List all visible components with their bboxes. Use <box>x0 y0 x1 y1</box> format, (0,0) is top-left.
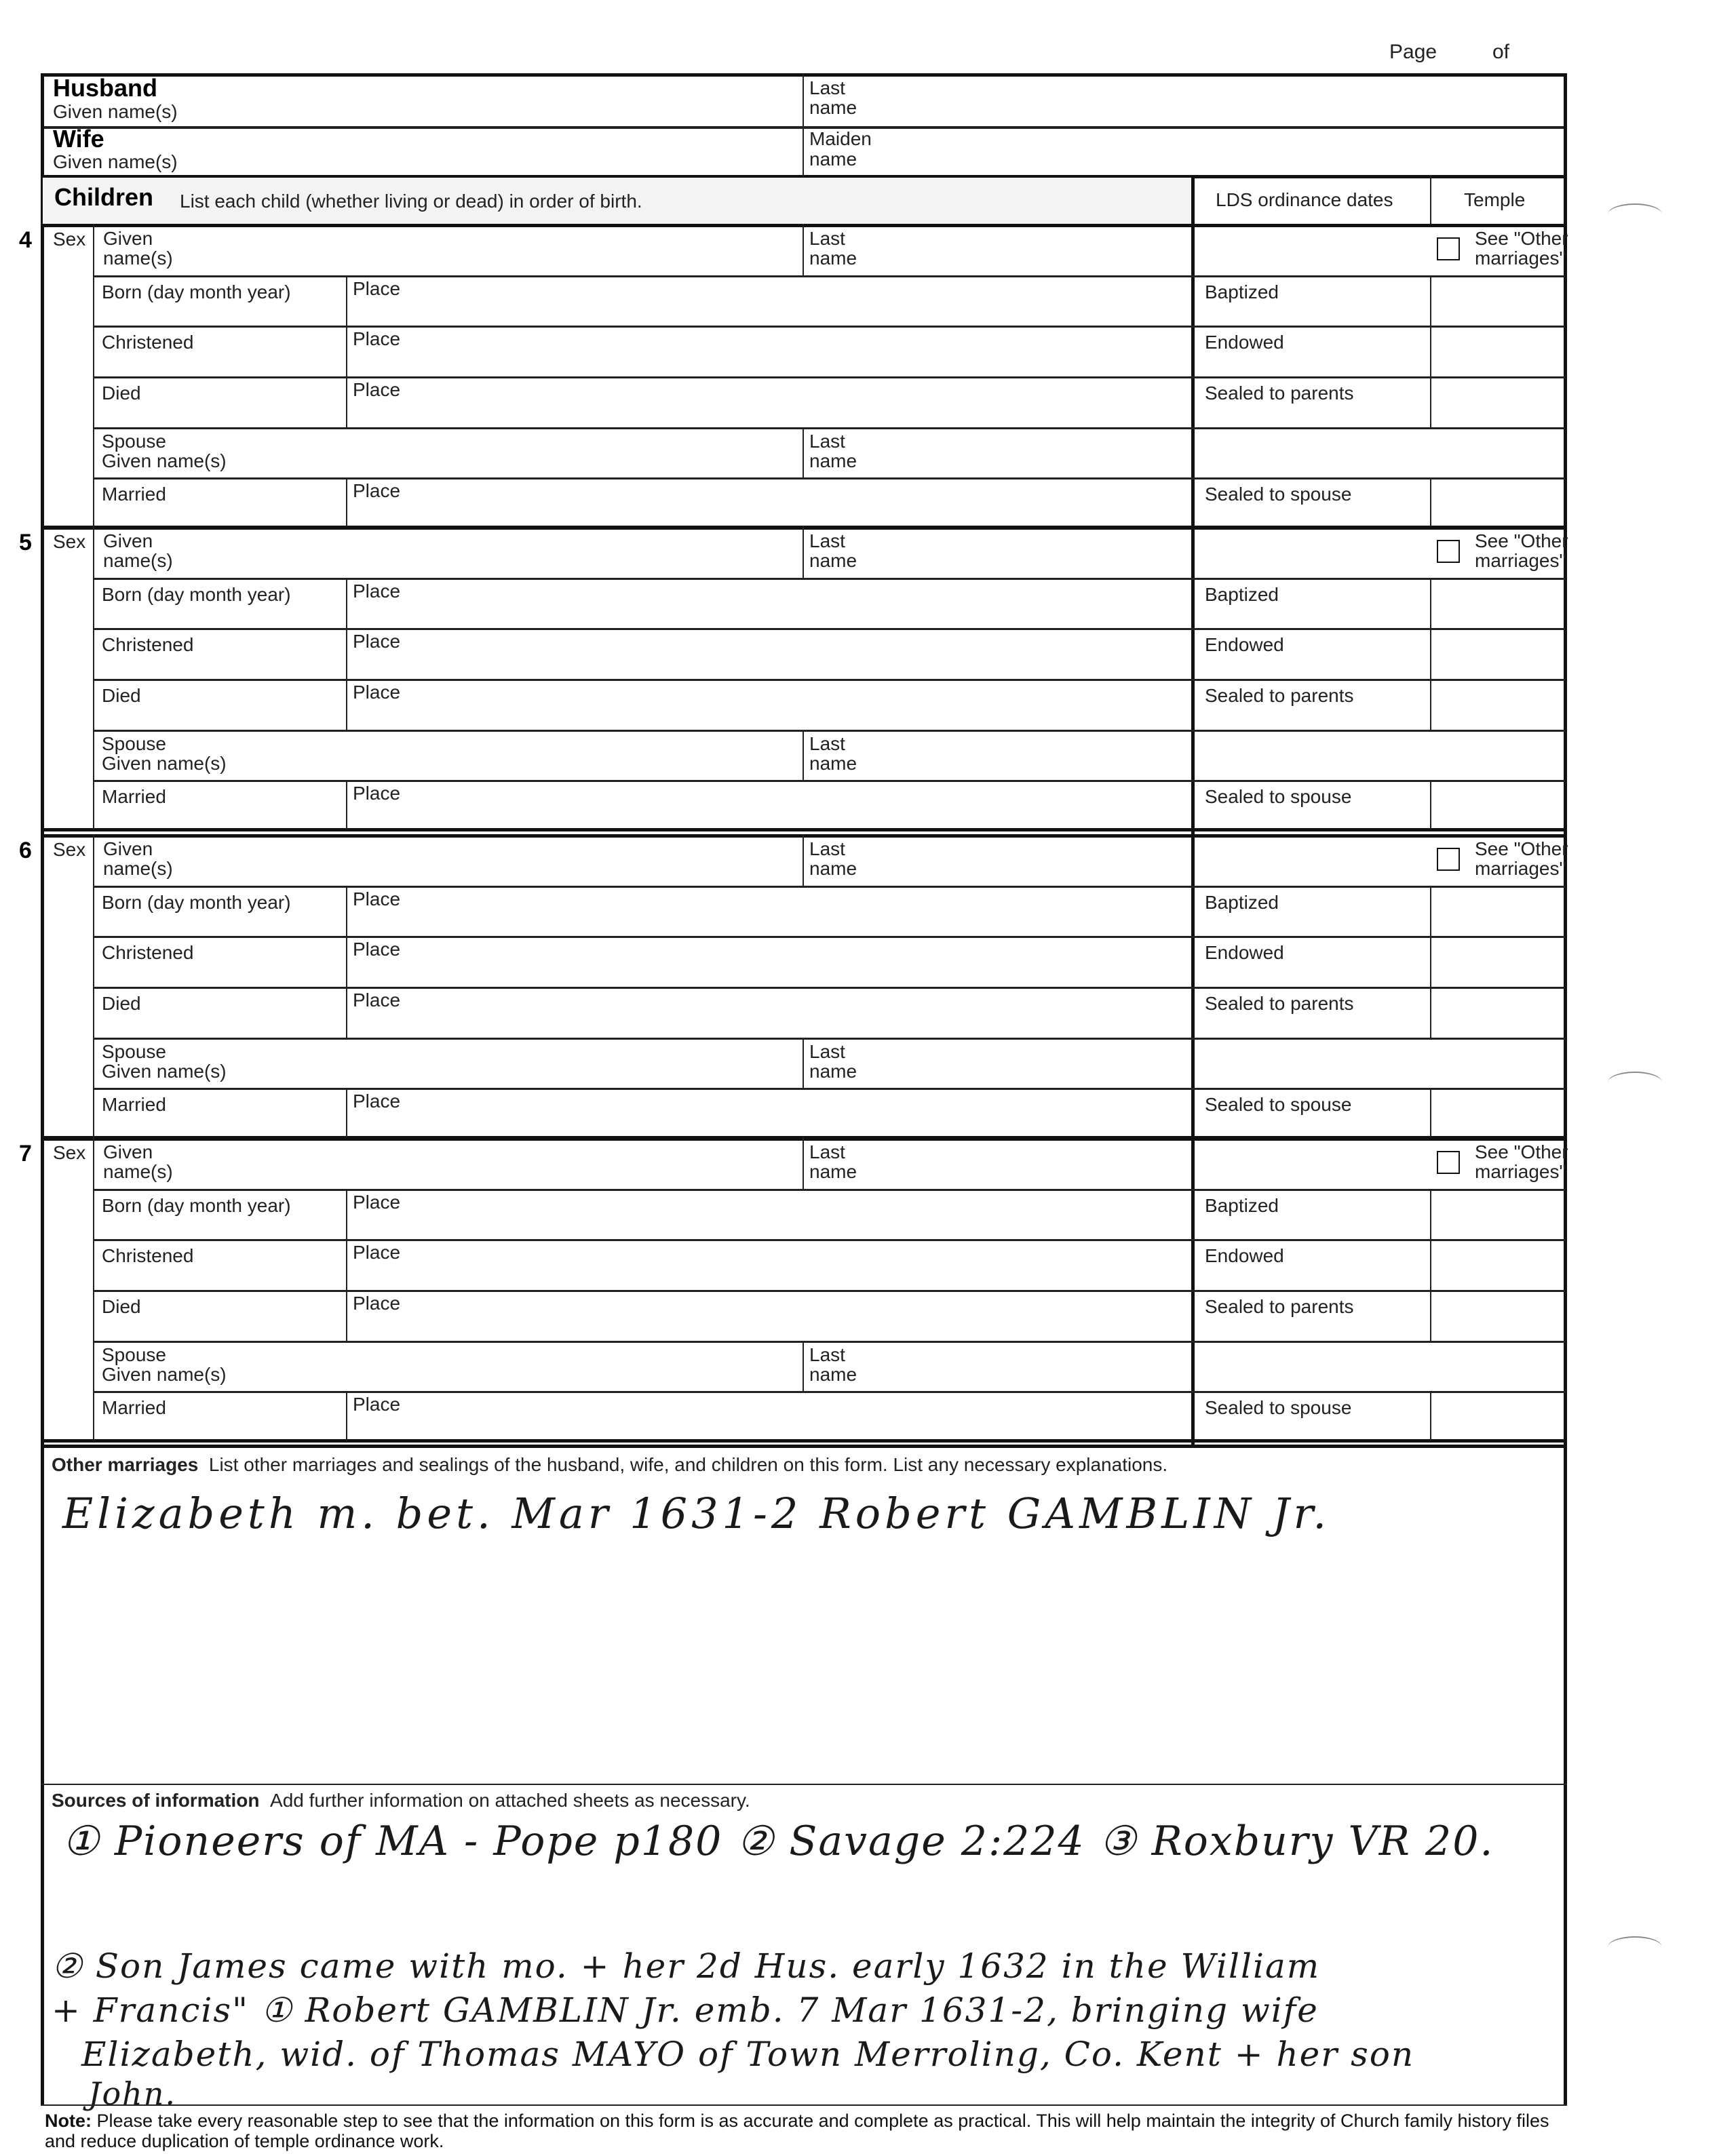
christened-label: Christened <box>102 634 194 655</box>
child-block-bottom-border <box>41 828 1567 831</box>
christened-label: Christened <box>102 332 194 353</box>
place-label: Place <box>353 888 401 909</box>
child-block-top-border <box>41 1137 1567 1141</box>
other-marriages-title: Other marriages <box>52 1454 199 1475</box>
wife-given-label: Given name(s) <box>53 151 178 172</box>
sealed-spouse-label: Sealed to spouse <box>1205 484 1352 505</box>
spouse-last-label: Last <box>809 1344 845 1365</box>
temple-divider <box>1430 578 1431 628</box>
sources-line-5: John. <box>88 2075 177 2112</box>
place-label: Place <box>353 328 401 349</box>
born-label: Born (day month year) <box>102 281 291 302</box>
children-instruction: List each child (whether living or dead) in order of birth. <box>180 191 642 212</box>
born-label: Born (day month year) <box>102 892 291 913</box>
sealed_parents-label: Sealed to parents <box>1205 1296 1354 1317</box>
spouse-row-top <box>93 730 1565 732</box>
place-label: Place <box>353 989 401 1011</box>
spouse-last-label-2: name <box>809 1061 857 1082</box>
row-divider <box>93 987 1565 989</box>
sealed-spouse-label: Sealed to spouse <box>1205 1094 1352 1115</box>
see-other-label-2: marriages" <box>1475 1161 1566 1182</box>
child-block-bottom-border <box>41 1439 1567 1443</box>
sources-title: Sources of information <box>52 1790 260 1811</box>
died-label: Died <box>102 383 141 404</box>
spouse-last-label: Last <box>809 733 845 754</box>
spouse-label: Spouse <box>102 1344 166 1365</box>
sealed_parents-label: Sealed to parents <box>1205 993 1354 1014</box>
sealed_parents-label: Sealed to parents <box>1205 685 1354 706</box>
see-other-label: See "Other <box>1475 228 1568 249</box>
place-divider <box>346 326 347 376</box>
place-divider <box>346 936 347 987</box>
spouse-row-top <box>93 427 1565 429</box>
spouse-last-label-2: name <box>809 753 857 774</box>
place-label: Place <box>353 783 401 804</box>
child-last-label: Last <box>809 228 845 249</box>
see-other-marriages-checkbox <box>1437 848 1460 871</box>
sources-line-4: Elizabeth, wid. of Thomas MAYO of Town Merroling, Co. Kent + her son <box>81 2035 1415 2074</box>
child-last-label-2: name <box>809 248 857 269</box>
spouse-label: Spouse <box>102 1041 166 1062</box>
spouse-name-divider <box>803 427 804 477</box>
sources-line-3: + Francis" ① Robert GAMBLIN Jr. emb. 7 Mar 1631-2, bringing wife <box>52 1991 1319 2030</box>
temple-divider <box>1430 1290 1431 1341</box>
see-other-label: See "Other <box>1475 838 1568 859</box>
married-label: Married <box>102 786 166 807</box>
temple-divider <box>1430 477 1431 527</box>
row-divider <box>93 275 1565 277</box>
temple-divider <box>1430 628 1431 679</box>
place-divider <box>346 1189 347 1239</box>
temple-divider <box>1430 936 1431 987</box>
child-given-label-2: name(s) <box>103 1161 173 1182</box>
spouse-row-top <box>93 1038 1565 1040</box>
place-label: Place <box>353 480 401 501</box>
place-divider <box>346 679 347 730</box>
row-divider <box>93 886 1565 888</box>
place-divider <box>346 477 347 527</box>
punch-hole-mark <box>1608 1936 1662 1958</box>
child-number: 7 <box>19 1141 32 1167</box>
married-row-top <box>93 780 1565 782</box>
see-other-label-2: marriages" <box>1475 550 1566 571</box>
row-divider <box>93 1189 1565 1191</box>
spouse-given-label: Given name(s) <box>102 1364 227 1385</box>
see-other-label: See "Other <box>1475 530 1568 551</box>
died-label: Died <box>102 1296 141 1317</box>
spouse-row-top <box>93 1341 1565 1343</box>
row-divider <box>93 1239 1565 1241</box>
husband-title: Husband <box>53 74 158 102</box>
spouse-given-label: Given name(s) <box>102 450 227 471</box>
spouse-given-label: Given name(s) <box>102 1061 227 1082</box>
name-divider <box>803 834 804 886</box>
child-last-label-2: name <box>809 1161 857 1182</box>
sex-column-divider <box>93 224 94 527</box>
child-number: 4 <box>19 227 32 253</box>
endowed-label: Endowed <box>1205 1245 1284 1266</box>
married-row-top <box>93 1088 1565 1090</box>
row-divider <box>93 376 1565 378</box>
died-label: Died <box>102 685 141 706</box>
husband-given-label: Given name(s) <box>53 101 178 122</box>
name-divider <box>803 526 804 578</box>
place-label: Place <box>353 379 401 400</box>
temple-divider <box>1430 987 1431 1038</box>
page-label: Page <box>1389 41 1437 63</box>
husband-last-label: Last <box>809 77 845 98</box>
temple-divider <box>1430 679 1431 730</box>
place-label: Place <box>353 1242 401 1263</box>
punch-hole-mark <box>1608 1072 1662 1093</box>
died-label: Died <box>102 993 141 1014</box>
sources-instruction: Add further information on attached sheets as necessary. <box>270 1790 750 1811</box>
wife-maiden-label: Maiden <box>809 128 872 149</box>
spouse-last-label: Last <box>809 431 845 452</box>
place-divider <box>346 780 347 829</box>
other-marriages-instruction: List other marriages and sealings of the husband, wife, and children on this form. List any necessary explanations. <box>208 1454 1168 1475</box>
child-given-label: Given <box>103 530 153 551</box>
name-divider <box>803 1137 804 1189</box>
child-given-label: Given <box>103 228 153 249</box>
see-other-label-2: marriages" <box>1475 248 1566 269</box>
born-label: Born (day month year) <box>102 584 291 605</box>
row-divider <box>93 326 1565 328</box>
note-text: Please take every reasonable step to see that the information on this form is as accurate and complete as practical. This will help maintain the integrity of Church family history files and reduce duplication of temple ordinance work. <box>45 2111 1549 2151</box>
temple-divider <box>1430 376 1431 427</box>
place-label: Place <box>353 682 401 703</box>
temple-divider <box>1430 275 1431 326</box>
spouse-last-label-2: name <box>809 450 857 471</box>
row-divider <box>93 936 1565 938</box>
temple-divider <box>1430 780 1431 829</box>
sources-line-1: ① Pioneers of MA - Pope p180 ② Savage 2:224 ③ Roxbury VR 20. <box>62 1818 1494 1865</box>
endowed-label: Endowed <box>1205 634 1284 655</box>
sources-line-2: ② Son James came with mo. + her 2d Hus. early 1632 in the William <box>52 1946 1321 1986</box>
temple-label: Temple <box>1464 189 1526 210</box>
wife-title: Wife <box>53 125 104 153</box>
spouse-name-divider <box>803 1341 804 1391</box>
row-divider <box>93 1290 1565 1292</box>
spouse-given-label: Given name(s) <box>102 753 227 774</box>
row-divider <box>93 679 1565 681</box>
row-divider <box>93 628 1565 630</box>
see-other-label-2: marriages" <box>1475 858 1566 879</box>
child-given-label-2: name(s) <box>103 550 173 571</box>
married-label: Married <box>102 484 166 505</box>
temple-divider <box>1430 1391 1431 1440</box>
baptized-label: Baptized <box>1205 1195 1279 1216</box>
christened-label: Christened <box>102 942 194 963</box>
place-label: Place <box>353 1192 401 1213</box>
baptized-label: Baptized <box>1205 892 1279 913</box>
married-row-top <box>93 1391 1565 1393</box>
baptized-label: Baptized <box>1205 584 1279 605</box>
child-last-label-2: name <box>809 550 857 571</box>
place-label: Place <box>353 939 401 960</box>
see-other-marriages-checkbox <box>1437 237 1460 260</box>
see-other-marriages-checkbox <box>1437 1151 1460 1174</box>
place-divider <box>346 886 347 936</box>
child-given-label: Given <box>103 838 153 859</box>
spouse-label: Spouse <box>102 431 166 452</box>
child-block-top-border <box>41 834 1567 838</box>
place-divider <box>346 275 347 326</box>
spouse-last-label-2: name <box>809 1364 857 1385</box>
endowed-label: Endowed <box>1205 942 1284 963</box>
husband-last-label-2: name <box>809 97 857 118</box>
sex-label: Sex <box>53 839 86 860</box>
place-divider <box>346 376 347 427</box>
of-label: of <box>1492 41 1510 63</box>
married-label: Married <box>102 1094 166 1115</box>
other-marriages-handwritten: Elizabeth m. bet. Mar 1631-2 Robert GAMBLIN Jr. <box>62 1489 1331 1538</box>
place-divider <box>346 628 347 679</box>
place-label: Place <box>353 631 401 652</box>
temple-divider <box>1430 326 1431 376</box>
place-divider <box>346 1088 347 1137</box>
child-last-label: Last <box>809 1141 845 1162</box>
place-divider <box>346 987 347 1038</box>
child-number: 6 <box>19 838 32 863</box>
lds-ordinance-label: LDS ordinance dates <box>1216 189 1393 210</box>
married-label: Married <box>102 1397 166 1418</box>
sealed-spouse-label: Sealed to spouse <box>1205 786 1352 807</box>
see-other-marriages-checkbox <box>1437 540 1460 563</box>
sex-column-divider <box>93 1137 94 1440</box>
spouse-last-label: Last <box>809 1041 845 1062</box>
child-given-label-2: name(s) <box>103 248 173 269</box>
place-label: Place <box>353 1394 401 1415</box>
christened-label: Christened <box>102 1245 194 1266</box>
place-label: Place <box>353 1293 401 1314</box>
child-last-label: Last <box>809 530 845 551</box>
child-last-label: Last <box>809 838 845 859</box>
place-divider <box>346 1239 347 1290</box>
child-block-top-border <box>41 224 1567 227</box>
sealed_parents-label: Sealed to parents <box>1205 383 1354 404</box>
sex-label: Sex <box>53 1142 86 1163</box>
note-label: Note: <box>45 2111 92 2131</box>
place-divider <box>346 1391 347 1440</box>
sex-label: Sex <box>53 531 86 552</box>
place-label: Place <box>353 581 401 602</box>
temple-divider <box>1430 1189 1431 1239</box>
born-label: Born (day month year) <box>102 1195 291 1216</box>
temple-divider <box>1430 1239 1431 1290</box>
baptized-label: Baptized <box>1205 281 1279 302</box>
endowed-label: Endowed <box>1205 332 1284 353</box>
children-title: Children <box>54 183 154 211</box>
spouse-label: Spouse <box>102 733 166 754</box>
sex-label: Sex <box>53 229 86 250</box>
place-label: Place <box>353 1091 401 1112</box>
wife-maiden-label-2: name <box>809 149 857 170</box>
spouse-name-divider <box>803 730 804 780</box>
temple-divider <box>1430 1088 1431 1137</box>
married-row-top <box>93 477 1565 479</box>
punch-hole-mark <box>1608 203 1662 225</box>
temple-divider <box>1430 886 1431 936</box>
child-block-top-border <box>41 526 1567 530</box>
sealed-spouse-label: Sealed to spouse <box>1205 1397 1352 1418</box>
see-other-label: See "Other <box>1475 1141 1568 1162</box>
name-divider <box>803 224 804 275</box>
sex-column-divider <box>93 526 94 829</box>
row-divider <box>93 578 1565 580</box>
spouse-name-divider <box>803 1038 804 1088</box>
place-divider <box>346 578 347 628</box>
child-last-label-2: name <box>809 858 857 879</box>
sex-column-divider <box>93 834 94 1137</box>
place-label: Place <box>353 278 401 299</box>
child-number: 5 <box>19 530 32 555</box>
place-divider <box>346 1290 347 1341</box>
child-given-label: Given <box>103 1141 153 1162</box>
footer-note <box>45 2111 1578 2151</box>
child-given-label-2: name(s) <box>103 858 173 879</box>
